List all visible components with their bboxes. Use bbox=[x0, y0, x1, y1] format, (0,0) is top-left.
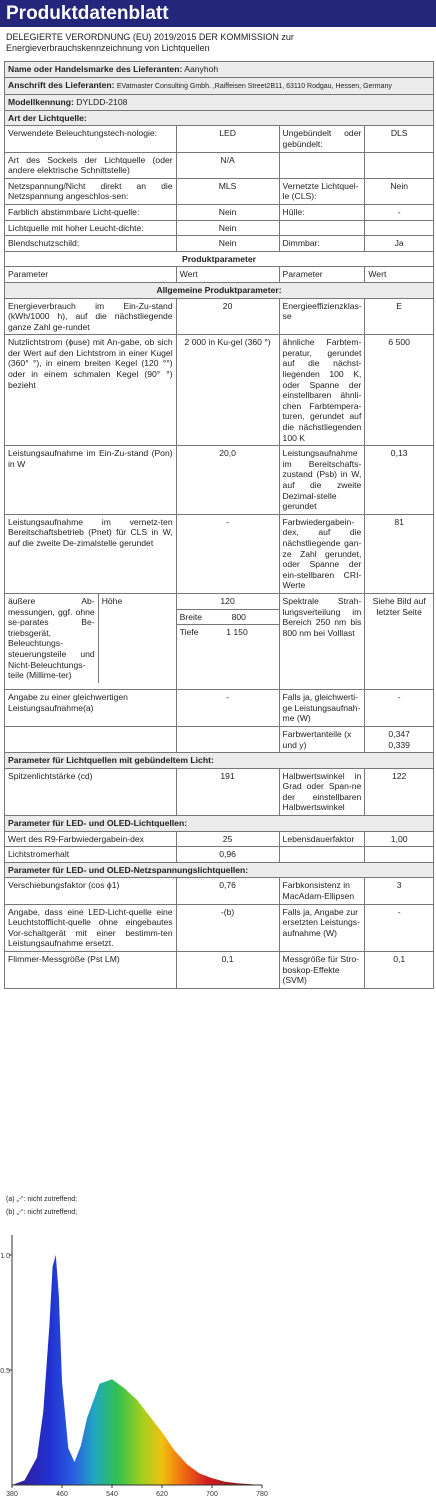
dim-value-depth: Tiefe 1 150 bbox=[176, 625, 279, 690]
section-params: Produktparameter bbox=[5, 251, 434, 267]
model-label: Modellkennung: bbox=[8, 97, 74, 108]
dim-name-height: Höhe bbox=[98, 594, 176, 683]
row-label bbox=[279, 220, 365, 236]
col-header-param: Parameter bbox=[5, 267, 177, 283]
row-value: - bbox=[365, 204, 434, 220]
row-value: 20,0 bbox=[176, 446, 279, 515]
section-led: Parameter für LED- und OLED-Lichtquellen: bbox=[5, 816, 434, 832]
row-value: 0,1 bbox=[176, 952, 279, 989]
row-label: Leistungsaufnahme im Ein-Zu-stand (Pon) in W bbox=[5, 446, 177, 515]
table-row bbox=[5, 298, 434, 335]
supplier-label: Name oder Handelsmarke des Lieferanten: bbox=[8, 64, 183, 74]
row-label: Angabe zu einer gleichwertigen Leistungsaufnahme(a) bbox=[5, 690, 177, 727]
col-header-param: Parameter bbox=[279, 267, 365, 283]
model-row bbox=[5, 95, 434, 111]
dim-value-width: Breite 800 bbox=[176, 609, 279, 625]
row-value bbox=[365, 152, 434, 178]
row-value: MLS bbox=[176, 178, 279, 204]
y-tick-label-1.0: 1.0 bbox=[0, 1253, 10, 1260]
footnotes bbox=[6, 1193, 77, 1219]
x-tick-label-700: 700 bbox=[206, 1491, 218, 1498]
row-value: 2 000 in Ku-gel (360 °) bbox=[176, 335, 279, 446]
row-value: N/A bbox=[176, 152, 279, 178]
row-value: 81 bbox=[365, 514, 434, 593]
model-value: DYLDD-2108 bbox=[76, 97, 128, 108]
table-row bbox=[5, 690, 434, 727]
row-value: DLS bbox=[365, 126, 434, 152]
row-value: 1,00 bbox=[365, 831, 434, 847]
row-value: E bbox=[365, 298, 434, 335]
x-tick-label-460: 460 bbox=[56, 1491, 68, 1498]
footnote-b: (b) „-“: nicht zutreffend; bbox=[6, 1209, 78, 1216]
table-row bbox=[5, 726, 434, 752]
row-label: Leistungsaufnahme im Bereitschafts-zustand (Psb) in W, auf die zweite Dezimal-stelle gerundet bbox=[279, 446, 365, 515]
intro-text: DELEGIERTE VERORDNUNG (EU) 2019/2015 DER KOMMISSION zur Energieverbrauchskennzeichnung von Lichtquellen bbox=[6, 32, 294, 53]
row-label: Art des Sockels der Lichtquelle (oder andere elektrische Schnittstelle) bbox=[5, 152, 177, 178]
section-mains: Parameter für LED- und OLED-Netzspannungslichtquellen: bbox=[5, 862, 434, 878]
row-label: Energieeffizienzklas-se bbox=[279, 298, 365, 335]
table-row bbox=[5, 204, 434, 220]
row-label: Farbwiedergabein-dex, auf die nächstliegende gan-ze Zahl gerundet, oder Spanne der ein-stellbaren CRI-Werte bbox=[279, 514, 365, 593]
table-row bbox=[5, 593, 434, 609]
row-label: Lichtstromerhalt bbox=[5, 847, 177, 863]
row-value: - bbox=[176, 690, 279, 727]
row-value: LED bbox=[176, 126, 279, 152]
table-row bbox=[5, 446, 434, 515]
row-label: Flimmer-Messgröße (Pst LM) bbox=[5, 952, 177, 989]
row-value: 0,96 bbox=[176, 847, 279, 863]
table-row bbox=[5, 126, 434, 152]
row-label: ähnliche Farbtem-peratur, gerundet auf die nächst-liegenden 100 K, oder Spanne der einstellbaren ähnli-chen Farbtempera-turen, gerundet auf die nächstliegenden 100 K bbox=[279, 335, 365, 446]
address-label: Anschrift des Lieferanten: bbox=[8, 79, 115, 90]
table-row bbox=[5, 220, 434, 236]
row-value: 20 bbox=[176, 298, 279, 335]
row-label: Energieverbrauch im Ein-Zu-stand (kWh/1000 h), auf die nächstliegende ganze Zahl ge-rundet bbox=[5, 298, 177, 335]
row-value: 6 500 bbox=[365, 335, 434, 446]
row-label: Verwendete Beleuchtungstech-nologie: bbox=[5, 126, 177, 152]
row-value: 0,76 bbox=[176, 878, 279, 904]
row-value: Siehe Bild auf letzter Seite bbox=[365, 593, 434, 689]
supplier-row bbox=[5, 62, 434, 78]
table-row bbox=[5, 847, 434, 863]
row-label: Dimmbar: bbox=[279, 236, 365, 252]
row-value: Ja bbox=[365, 236, 434, 252]
dim-name-depth: Tiefe bbox=[179, 627, 199, 638]
row-label: Nutzlichtstrom (ϕuse) mit An-gabe, ob sich der Wert auf den Lichtstrom in einer Kugel (360° °), in einem breiten Kegel (120 °°) oder in einem schmalen Kegel (90° °) bezieht bbox=[5, 335, 177, 446]
row-label: Vernetzte Lichtquel-le (CLS): bbox=[279, 178, 365, 204]
x-tick-label-780: 780 bbox=[256, 1491, 268, 1498]
table-row bbox=[5, 904, 434, 951]
dims-cell bbox=[5, 593, 177, 689]
row-label: Spitzenlichtstärke (cd) bbox=[5, 768, 177, 815]
row-value bbox=[365, 726, 434, 752]
row-label: Lebensdauerfaktor bbox=[279, 831, 365, 847]
spectrum-area bbox=[12, 1255, 262, 1485]
row-label: Farbkonsistenz in MacAdam-Ellipsen bbox=[279, 878, 365, 904]
row-label: Messgröße für Stro-boskop-Effekte (SVM) bbox=[279, 952, 365, 989]
row-label: Blendschutzschild: bbox=[5, 236, 177, 252]
table-row bbox=[5, 152, 434, 178]
row-value: Nein bbox=[176, 236, 279, 252]
page-title: Produktdatenblatt bbox=[0, 0, 436, 27]
row-label: Halbwertswinkel in Grad oder Span-ne der einstellbaren Halbwertswinkel bbox=[279, 768, 365, 815]
footnote-a: (a) „-“: nicht zutreffend; bbox=[6, 1196, 78, 1203]
row-value: - bbox=[176, 514, 279, 593]
row-label: Netzspannung/Nicht direkt an die Netzspannung angeschlos-sen: bbox=[5, 178, 177, 204]
row-value: - bbox=[365, 690, 434, 727]
row-value: Nein bbox=[365, 178, 434, 204]
x-tick-label-540: 540 bbox=[106, 1491, 118, 1498]
row-value: 25 bbox=[176, 831, 279, 847]
col-header-value: Wert bbox=[176, 267, 279, 283]
section-directional: Parameter für Lichtquellen mit gebündeltem Licht: bbox=[5, 753, 434, 769]
row-value bbox=[365, 220, 434, 236]
row-value: 0,1 bbox=[365, 952, 434, 989]
row-label bbox=[279, 152, 365, 178]
row-label: Leistungsaufnahme im vernetz-ten Bereitschaftsbetrieb (Pnet) für CLS in W, auf die zweite De-zimalstelle gerundet bbox=[5, 514, 177, 593]
table-row bbox=[5, 831, 434, 847]
spectrum-chart bbox=[0, 1225, 436, 1500]
chroma-x: 0,347 bbox=[388, 728, 410, 739]
address-value: EVatmaster Consulting Gmbh. ,Raiffeisen Street2B11, 63110 Rodgau, Hessen, Germany bbox=[116, 82, 392, 90]
table-row bbox=[5, 335, 434, 446]
supplier-value: Aanyhoh bbox=[184, 64, 219, 74]
y-tick-label-0.5: 0.5 bbox=[0, 1368, 10, 1375]
table-row bbox=[5, 514, 434, 593]
product-data-table bbox=[4, 61, 434, 989]
row-label: Spektrale Strah-lungsverteilung im Bereich 250 nm bis 800 nm bei Volllast bbox=[279, 593, 365, 689]
row-label: Angabe, dass eine LED-Licht-quelle eine Leuchtstofflicht-quelle ohne eingebautes Vor-schaltgerät mit einer bestimm-ten Leistungsaufnahme ersetzt. bbox=[5, 904, 177, 951]
row-value: 3 bbox=[365, 878, 434, 904]
row-label: Hülle: bbox=[279, 204, 365, 220]
table-row bbox=[5, 236, 434, 252]
dim-value-height: 120 bbox=[176, 593, 279, 609]
row-label: Falls ja, gleichwerti-ge Leistungsaufnah-me (W) bbox=[279, 690, 365, 727]
table-row bbox=[5, 768, 434, 815]
row-value: -(b) bbox=[176, 904, 279, 951]
x-tick-label-620: 620 bbox=[156, 1491, 168, 1498]
row-value: Nein bbox=[176, 220, 279, 236]
row-label: Farbwertanteile (x und y) bbox=[279, 726, 365, 752]
table-row bbox=[5, 178, 434, 204]
dim-name-width: Breite bbox=[179, 611, 203, 622]
row-label bbox=[279, 847, 365, 863]
spectrum-chart-svg bbox=[0, 1225, 436, 1500]
row-label: Verschiebungsfaktor (cos ϕ1) bbox=[5, 878, 177, 904]
address-row bbox=[5, 77, 434, 95]
row-label: Lichtquelle mit hoher Leucht-dichte: bbox=[5, 220, 177, 236]
section-general: Allgemeine Produktparameter: bbox=[5, 282, 434, 298]
row-value: Nein bbox=[176, 204, 279, 220]
row-value: 191 bbox=[176, 768, 279, 815]
x-tick-label-380: 380 bbox=[6, 1491, 18, 1498]
row-label: Farblich abstimmbare Licht-quelle: bbox=[5, 204, 177, 220]
table-row bbox=[5, 952, 434, 989]
row-value bbox=[365, 847, 434, 863]
section-type: Art der Lichtquelle: bbox=[5, 110, 434, 126]
row-value: 122 bbox=[365, 768, 434, 815]
chroma-y: 0,339 bbox=[388, 739, 410, 750]
col-header-value: Wert bbox=[365, 267, 434, 283]
column-header-row bbox=[5, 267, 434, 283]
row-label: Ungebündelt oder gebündelt: bbox=[279, 126, 365, 152]
dims-label: äußere Ab-messungen, ggf. ohne se-parates Be-triebsgerät, Beleuchtungs-steuerungsteile und Nicht-Beleuchtungs-teile (Millime-ter) bbox=[8, 595, 95, 681]
table-row bbox=[5, 878, 434, 904]
row-value: - bbox=[365, 904, 434, 951]
row-label: Wert des R9-Farbwiedergabein-dex bbox=[5, 831, 177, 847]
row-label: Falls ja, Angabe zur ersetzten Leistungs-aufnahme (W) bbox=[279, 904, 365, 951]
row-value: 0,13 bbox=[365, 446, 434, 515]
